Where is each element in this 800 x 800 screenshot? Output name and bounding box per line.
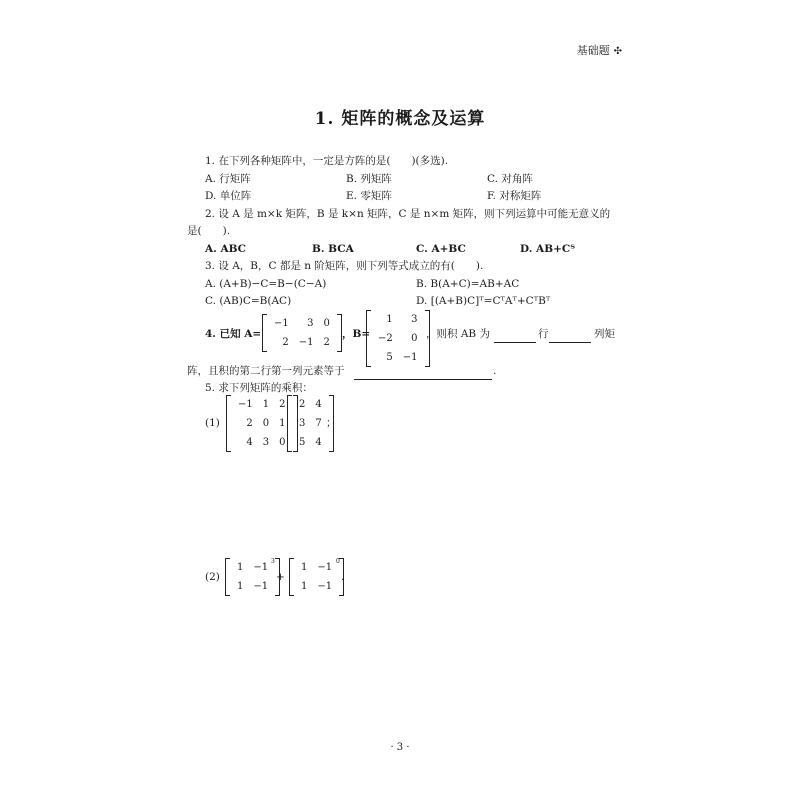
matrix-entry: −1 <box>238 399 253 410</box>
section-header <box>577 42 622 58</box>
matrix-entry: 4 <box>315 437 322 448</box>
matrix-entry: 4 <box>315 399 322 410</box>
q4-end: . <box>493 365 497 377</box>
matrix-entry: 7 <box>315 418 322 429</box>
q5-part1-end: ； <box>326 417 337 429</box>
matrix-entry: 2 <box>299 399 306 410</box>
q2-option-d: D. AB+Cᵀ <box>520 243 575 255</box>
matrix-entry: −2 <box>378 333 393 344</box>
matrix-entry: 2 <box>246 418 253 429</box>
matrix-entry: 1 <box>279 418 286 429</box>
matrix-entry: 0 <box>279 437 286 448</box>
plus-sign: + <box>276 571 285 583</box>
matrix-entry: 0 <box>323 318 330 329</box>
q5-part1-label: (1) <box>205 417 220 429</box>
matrix-entry: 2 <box>282 337 289 348</box>
matrix-entry: −1 <box>317 581 333 592</box>
section-label: 基础题 <box>576 44 610 57</box>
matrix-entry: −1 <box>298 337 314 348</box>
q2-option-a: A. ABC <box>205 243 247 255</box>
matrix-entry: −1 <box>253 581 269 592</box>
matrix-entry: 3 <box>411 314 418 325</box>
matrix-a <box>262 314 342 352</box>
q4-text2: 行 <box>538 328 549 340</box>
exponent-0: 0 <box>336 558 340 565</box>
q3-option-b: B. B(A+C)=AB+AC <box>416 278 520 290</box>
q3-stem: 3. 设 A，B，C 都是 n 阶矩阵，则下列等式成立的有( ). <box>205 260 484 272</box>
q1-option-d: D. 单位阵 <box>205 190 252 202</box>
matrix-entry: 2 <box>323 337 330 348</box>
q3-option-a: A. (A+B)−C=B−(C−A) <box>205 278 327 290</box>
q5-part2-end: . <box>341 571 345 583</box>
q5-stem: 5. 求下列矩阵的乘积： <box>205 382 313 394</box>
matrix-b <box>366 310 430 367</box>
matrix-entry: 3 <box>307 318 314 329</box>
q5-part2-label: (2) <box>205 571 220 583</box>
exponent-3: 3 <box>271 558 275 565</box>
matrix-entry: −1 <box>253 562 269 573</box>
matrix-entry: 3 <box>262 437 270 448</box>
matrix-entry: 0 <box>262 418 270 429</box>
matrix-entry: −1 <box>317 562 333 573</box>
matrix-entry: −1 <box>274 318 289 329</box>
q1-option-a: A. 行矩阵 <box>205 173 251 185</box>
q4-sep-b: ，B= <box>342 328 371 340</box>
q2-stem-line2: 是( ). <box>187 225 231 237</box>
q4-line2: 阵，且积的第二行第一列元素等于 <box>187 365 345 377</box>
q3-option-c: C. (AB)C=B(AC) <box>205 295 292 307</box>
q3-option-d: D. [(A+B)C]ᵀ=CᵀAᵀ+CᵀBᵀ <box>416 295 551 307</box>
q1-option-b: B. 列矩阵 <box>346 173 392 185</box>
q1-option-c: C. 对角阵 <box>487 173 533 185</box>
matrix-entry: 2 <box>279 399 286 410</box>
q4-lead: 4. 已知 A= <box>205 328 262 340</box>
matrix-entry: 1 <box>301 562 308 573</box>
matrix-entry: 5 <box>386 352 393 363</box>
answer-blank-rows[interactable] <box>494 332 536 343</box>
q4-text1: ，则积 AB 为 <box>426 328 490 340</box>
matrix-entry: 1 <box>237 581 244 592</box>
matrix-entry: 4 <box>246 437 253 448</box>
q2-option-b: B. BCA <box>312 243 354 255</box>
q1-option-f: F. 对称矩阵 <box>487 190 542 202</box>
page-number: · 3 · <box>390 742 410 753</box>
matrix-entry: 1 <box>262 399 270 410</box>
answer-blank-element[interactable] <box>354 369 492 380</box>
matrix-entry: 0 <box>411 333 418 344</box>
q2-stem-line1: 2. 设 A 是 m×k 矩阵，B 是 k×n 矩阵，C 是 n×m 矩阵，则下列运算中可能无意义的 <box>205 208 611 220</box>
matrix-entry: −1 <box>402 352 418 363</box>
q1-stem: 1. 在下列各种矩阵中，一定是方阵的是( )(多选). <box>205 155 449 167</box>
page-title: 1. 矩阵的概念及运算 <box>314 109 486 129</box>
q4-text3: 列矩 <box>594 328 615 340</box>
matrix-entry: 1 <box>237 562 244 573</box>
answer-blank-cols[interactable] <box>549 332 591 343</box>
q1-option-e: E. 零矩阵 <box>346 190 392 202</box>
matrix-entry: 1 <box>386 314 393 325</box>
q2-option-c: C. A+BC <box>416 243 466 255</box>
matrix-entry: 1 <box>301 581 308 592</box>
ornament-icon: ✣ <box>613 46 622 57</box>
matrix-entry: 3 <box>299 418 306 429</box>
matrix-entry: 5 <box>299 437 306 448</box>
